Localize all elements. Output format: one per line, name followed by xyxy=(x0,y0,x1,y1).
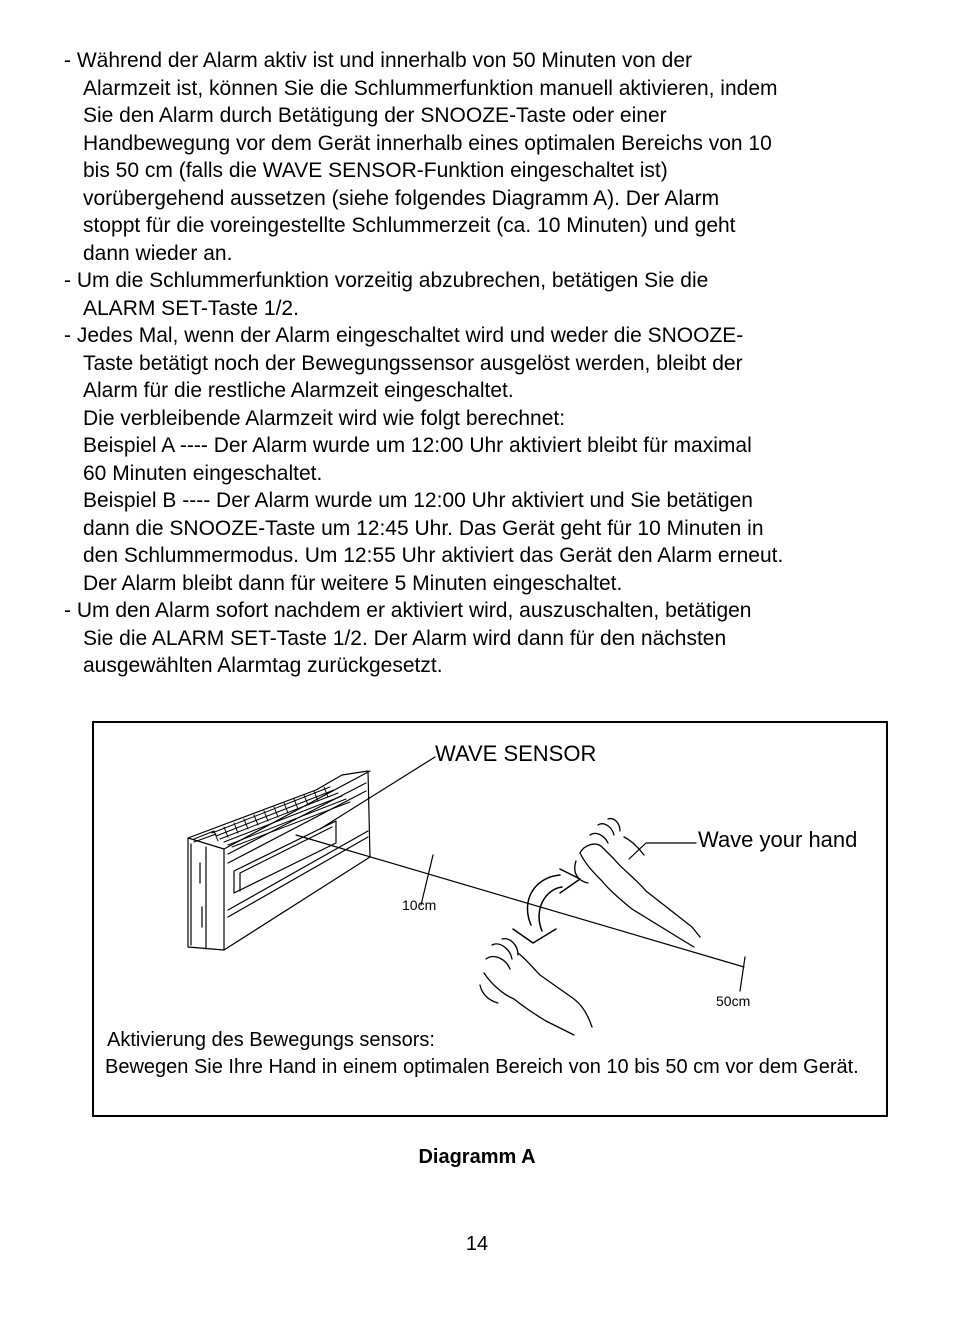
text-line: ALARM SET-Taste 1/2. xyxy=(83,296,299,320)
text-line: 60 Minuten eingeschaltet. xyxy=(83,461,323,485)
paragraph-snooze-manual xyxy=(64,47,904,267)
text-line: stoppt für die voreingestellte Schlummerzeit (ca. 10 Minuten) und geht xyxy=(83,214,736,237)
text-line: Der Alarm bleibt dann für weitere 5 Minuten eingeschaltet. xyxy=(83,571,623,595)
text-line: - Um die Schlummerfunktion vorzeitig abzubrechen, betätigen Sie die xyxy=(64,269,709,292)
diagram-caption-title: Aktivierung des Bewegungs sensors: xyxy=(107,1029,435,1051)
diagram-caption-body: Bewegen Sie Ihre Hand in einem optimalen Bereich von 10 bis 50 cm vor dem Gerät. xyxy=(105,1056,859,1078)
text-line: dann die SNOOZE-Taste um 12:45 Uhr. Das Gerät geht für 10 Minuten in xyxy=(83,516,764,540)
curved-double-arrow-icon xyxy=(513,869,580,943)
lower-hand-icon xyxy=(480,939,592,1035)
figure-caption: Diagramm A xyxy=(418,1146,536,1168)
text-line: vorübergehend aussetzen (siehe folgendes Diagramm A). Der Alarm xyxy=(83,186,720,210)
wave-hand-label: Wave your hand xyxy=(698,827,858,852)
text-line: Die verbleibende Alarmzeit wird wie folgt berechnet: xyxy=(83,406,566,430)
tick-50cm xyxy=(740,957,745,991)
clock-device xyxy=(188,771,370,950)
page-number: 14 xyxy=(465,1233,489,1255)
paragraph-alarm-duration xyxy=(64,322,904,597)
text-line: bis 50 cm (falls die WAVE SENSOR-Funktion eingeschaltet ist) xyxy=(83,159,668,182)
text-line: - Jedes Mal, wenn der Alarm eingeschaltet wird und weder die SNOOZE- xyxy=(64,324,744,347)
text-line: dann wieder an. xyxy=(83,241,233,265)
distance-near-label: 10cm xyxy=(402,897,437,913)
text-line: Sie die ALARM SET-Taste 1/2. Der Alarm wird dann für den nächsten xyxy=(83,626,727,650)
text-line: Sie den Alarm durch Betätigung der SNOOZE-Taste oder einer xyxy=(83,104,667,127)
upper-hand-icon xyxy=(575,819,700,947)
text-line: Beispiel B ---- Der Alarm wurde um 12:00 Uhr aktiviert und Sie betätigen xyxy=(83,489,753,512)
text-line: Alarmzeit ist, können Sie die Schlummerfunktion manuell aktivieren, indem xyxy=(83,76,778,100)
text-line: - Um den Alarm sofort nachdem er aktiviert wird, auszuschalten, betätigen xyxy=(64,599,752,622)
text-line: den Schlummermodus. Um 12:55 Uhr aktiviert das Gerät den Alarm erneut. xyxy=(83,544,784,567)
wave-sensor-label: WAVE SENSOR xyxy=(435,741,597,766)
text-line: Taste betätigt noch der Bewegungssensor ausgelöst werden, bleibt der xyxy=(83,351,743,375)
distance-far-label: 50cm xyxy=(716,993,751,1009)
paragraph-snooze-cancel xyxy=(64,267,904,322)
detection-range-line xyxy=(296,835,744,967)
wave-hand-leader xyxy=(629,843,696,859)
paragraph-alarm-off xyxy=(64,597,904,680)
text-line: Beispiel A ---- Der Alarm wurde um 12:00 Uhr aktiviert bleibt für maximal xyxy=(83,434,752,457)
diagram-box xyxy=(92,721,888,1117)
text-line: ausgewählten Alarmtag zurückgesetzt. xyxy=(83,654,443,677)
text-line: Alarm für die restliche Alarmzeit eingeschaltet. xyxy=(83,379,514,402)
text-line: Handbewegung vor dem Gerät innerhalb eines optimalen Bereichs von 10 xyxy=(83,131,772,155)
text-line: - Während der Alarm aktiv ist und innerhalb von 50 Minuten von der xyxy=(64,49,693,72)
